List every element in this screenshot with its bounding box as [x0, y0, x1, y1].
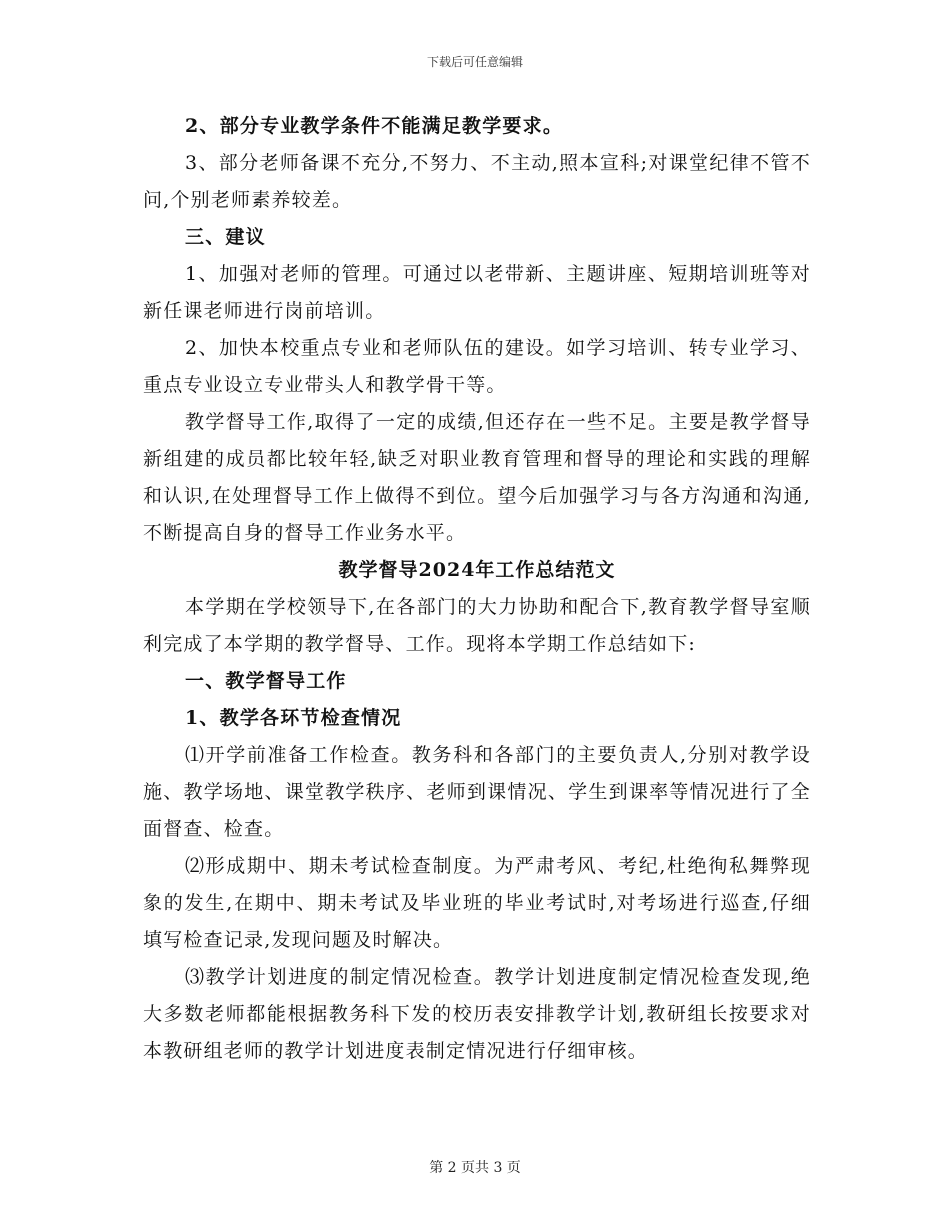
heading-section-1: 一、教学督导工作 [185, 670, 347, 692]
paragraph-item-2: ⑵形成期中、期未考试检查制度。为严肃考风、考纪,杜绝徇私舞弊现象的发生,在期中、期未考试及毕业班的毕业考试时,对考场进行巡查,仔细填写检查记录,发现问题及时解决。 [143, 855, 811, 951]
page-header: 下载后可任意编辑 [426, 55, 523, 69]
document-body [143, 108, 811, 1070]
paragraph-suggestion-1: 1、加强对老师的管理。可通过以老带新、主题讲座、短期培训班等对新任课老师进行岗前培训。 [143, 263, 811, 322]
paragraph-item-3: ⑶教学计划进度的制定情况检查。教学计划进度制定情况检查发现,绝大多数老师都能根据教务科下发的校历表安排教学计划,教研组长按要求对本教研组老师的教学计划进度表制定情况进行仔细审核。 [143, 966, 811, 1062]
paragraph-item-1: ⑴开学前准备工作检查。教务科和各部门的主要负责人,分别对教学设施、教学场地、课堂教学秩序、老师到课情况、学生到课率等情况进行了全面督查、检查。 [143, 744, 811, 840]
paragraph-suggestion-2: 2、加快本校重点专业和老师队伍的建设。如学习培训、转专业学习、重点专业设立专业带头人和教学骨干等。 [143, 337, 811, 396]
document-title: 教学督导2024年工作总结范文 [338, 559, 616, 581]
paragraph-conclusion: 教学督导工作,取得了一定的成绩,但还存在一些不足。主要是教学督导新组建的成员都比较年轻,缺乏对职业教育管理和督导的理论和实践的理解和认识,在处理督导工作上做得不到位。望今后加强学习与各方沟通和沟通,不断提高自身的督导工作业务水平。 [143, 411, 811, 544]
paragraph-intro: 本学期在学校领导下,在各部门的大力协助和配合下,教育教学督导室顺利完成了本学期的教学督导、工作。现将本学期工作总结如下: [143, 596, 811, 655]
page-footer: 第 2 页共 3 页 [429, 1160, 521, 1176]
heading-subsection-1: 1、教学各环节检查情况 [185, 707, 402, 729]
paragraph-problem-2: 2、部分专业教学条件不能满足教学要求。 [185, 115, 564, 137]
heading-suggestions: 三、建议 [185, 226, 266, 248]
paragraph-problem-3: 3、部分老师备课不充分,不努力、不主动,照本宣科;对课堂纪律不管不问,个别老师素养较差。 [143, 152, 811, 211]
